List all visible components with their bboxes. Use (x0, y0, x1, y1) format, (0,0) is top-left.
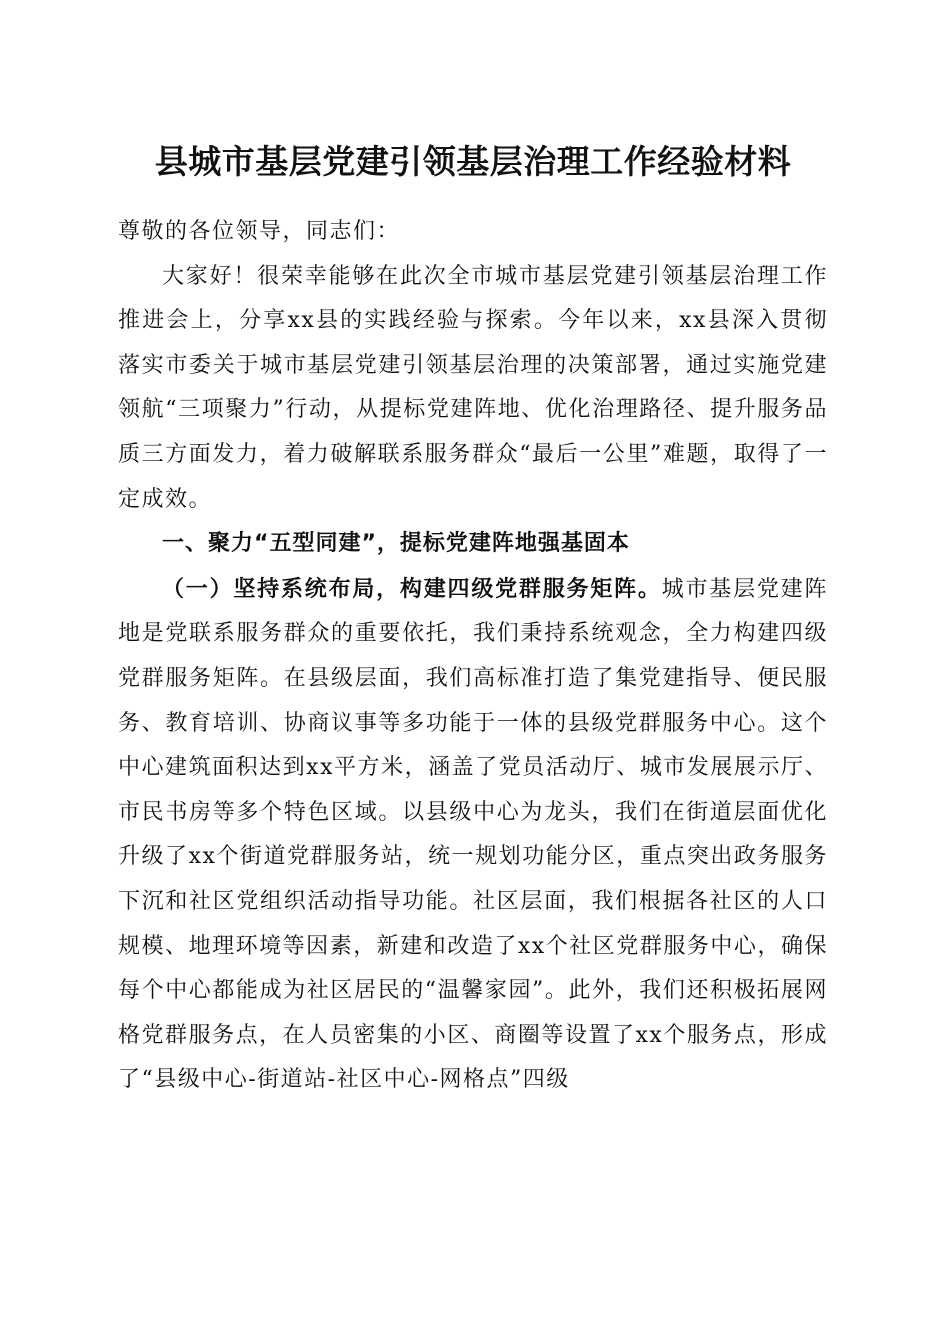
subsection-1-lead: （一）坚持系统布局，构建四级党群服务矩阵。 (162, 575, 662, 602)
salutation: 尊敬的各位领导，同志们： (118, 219, 401, 244)
intro-paragraph: 大家好！很荣幸能够在此次全市城市基层党建引领基层治理工作推进会上，分享xx县的实践经验与探索。今年以来，xx县深入贯彻落实市委关于城市基层党建引领基层治理的决策部署，通过实施党建领航“三项聚力”行动，从提标党建阵地、优化治理路径、提升服务品质三方面发力，着力破解联系服务群众“最后一公里”难题，取得了一定成效。 (118, 263, 828, 512)
document-page (118, 132, 828, 1103)
section-1-heading: 一、聚力“五型同建”，提标党建阵地强基固本 (162, 531, 630, 557)
document-title: 县城市基层党建引领基层治理工作经验材料 (154, 142, 792, 181)
subsection-1-body: 城市基层党建阵地是党联系服务群众的重要依托，我们秉持系统观念，全力构建四级党群服务矩阵。在县级层面，我们高标准打造了集党建指导、便民服务、教育培训、协商议事等多功能于一体的县级党群服务中心。这个中心建筑面积达到xx平方米，涵盖了党员活动厅、城市发展展示厅、市民书房等多个特色区域。以县级中心为龙头，我们在街道层面优化升级了xx个街道党群服务站，统一规划功能分区，重点突出政务服务下沉和社区党组织活动指导功能。社区层面，我们根据各社区的人口规模、地理环境等因素，新建和改造了xx个社区党群服务中心，确保每个中心都能成为社区居民的“温馨家园”。此外，我们还积极拓展网格党群服务点，在人员密集的小区、商圈等设置了xx个服务点，形成了“县级中心-街道站-社区中心-网格点”四级 (118, 576, 828, 1093)
subsection-1-paragraph (118, 567, 828, 1103)
